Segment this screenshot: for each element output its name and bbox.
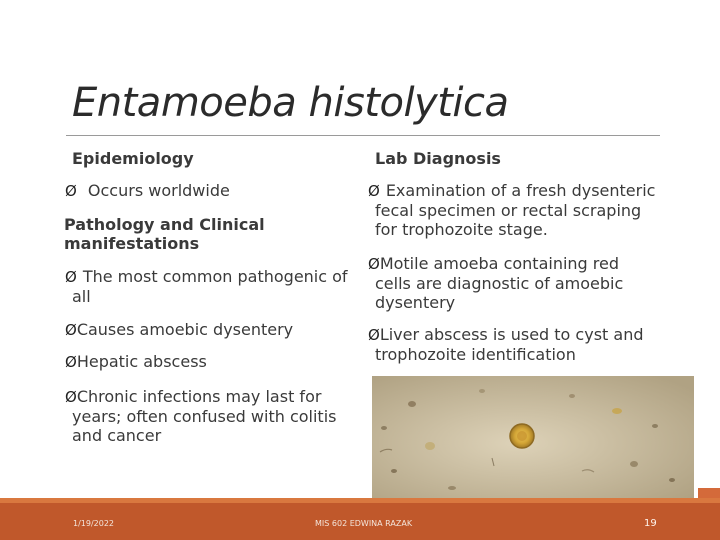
page-number: 19 [644, 518, 657, 529]
bullet-liver-abscess [368, 325, 643, 364]
bullet-text: cells are diagnostic of amoebic [375, 274, 624, 293]
bullet-arrow-icon: Ø [368, 255, 380, 273]
micrograph-image [372, 376, 694, 498]
lab-diagnosis-heading: Lab Diagnosis [375, 149, 501, 168]
bullet-motile-amoeba [368, 254, 623, 312]
bullet-text: years; often confused with colitis [72, 407, 337, 426]
bullet-text: and cancer [72, 426, 162, 445]
bullet-text: Causes amoebic dysentery [76, 320, 294, 339]
subheading-line: manifestations [64, 234, 200, 253]
bullet-text: fecal specimen or rectal scraping [375, 201, 642, 220]
title-divider [66, 135, 660, 136]
bullet-hepatic-abscess [65, 352, 207, 372]
bullet-arrow-icon: Ø [65, 182, 77, 200]
bullet-text: Occurs worldwide [87, 181, 230, 200]
slide-title: Entamoeba histolytica [72, 80, 509, 126]
footer-date: 1/19/2022 [73, 519, 115, 528]
bullet-examination [368, 181, 655, 239]
epidemiology-heading: Epidemiology [72, 149, 194, 168]
bullet-text: Examination of a fresh dysenteric [385, 181, 656, 200]
bullet-text: Hepatic abscess [76, 352, 207, 371]
bullet-text: all [72, 287, 91, 306]
bullet-arrow-icon: Ø [368, 182, 380, 200]
bullet-text: Chronic infections may last for [76, 387, 322, 406]
subheading-line: Pathology and Clinical [64, 215, 265, 234]
bullet-text: trophozoite identification [375, 345, 576, 364]
bullet-arrow-icon: Ø [65, 321, 77, 339]
bullet-occurs-worldwide [65, 181, 230, 201]
bullet-text: for trophozoite stage. [375, 220, 548, 239]
bullet-arrow-icon: Ø [65, 268, 77, 286]
bullet-causes-dysentery [65, 320, 293, 340]
bullet-arrow-icon: Ø [368, 326, 380, 344]
bullet-arrow-icon: Ø [65, 353, 77, 371]
pathology-subheading [64, 215, 265, 253]
footer-course: MIS 602 EDWINA RAZAK [315, 519, 413, 528]
bullet-text: dysentery [375, 293, 456, 312]
footer-stripe [0, 498, 720, 503]
bullet-most-common [65, 267, 348, 306]
bullet-text: The most common pathogenic of [82, 267, 348, 286]
bullet-arrow-icon: Ø [65, 388, 77, 406]
micrograph-illustration [372, 376, 694, 498]
bullet-text: Liver abscess is used to cyst and [379, 325, 644, 344]
bullet-text: Motile amoeba containing red [379, 254, 620, 273]
bullet-chronic-infections [65, 387, 336, 445]
